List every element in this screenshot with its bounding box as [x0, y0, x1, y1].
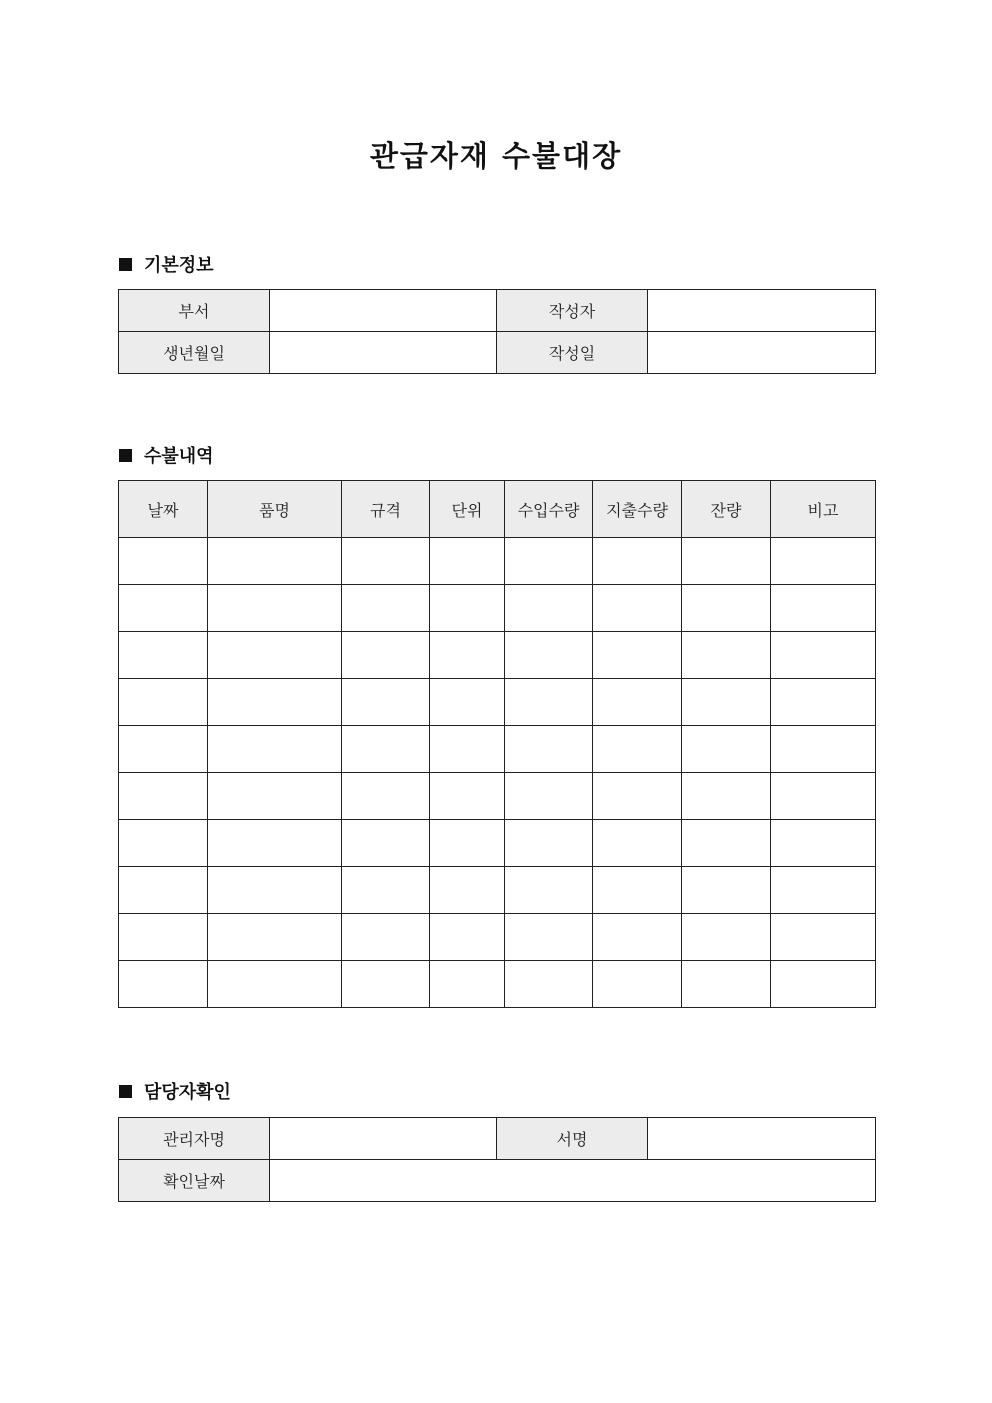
cell-issued-qty[interactable]	[593, 867, 682, 914]
cell-unit[interactable]	[430, 632, 505, 679]
column-header-date: 날짜	[119, 481, 208, 538]
cell-item-name[interactable]	[208, 914, 342, 961]
written-date-label: 작성일	[497, 332, 648, 374]
ledger-table	[118, 480, 876, 1008]
table-row	[119, 1118, 876, 1160]
cell-remaining[interactable]	[682, 632, 771, 679]
cell-remarks[interactable]	[771, 538, 876, 585]
cell-received-qty[interactable]	[505, 914, 593, 961]
square-bullet-icon	[119, 1085, 132, 1098]
cell-remaining[interactable]	[682, 585, 771, 632]
cell-issued-qty[interactable]	[593, 773, 682, 820]
cell-spec[interactable]	[342, 820, 430, 867]
cell-issued-qty[interactable]	[593, 632, 682, 679]
table-row	[119, 332, 876, 374]
table-row	[119, 585, 876, 632]
cell-date[interactable]	[119, 679, 208, 726]
cell-unit[interactable]	[430, 914, 505, 961]
cell-unit[interactable]	[430, 820, 505, 867]
cell-unit[interactable]	[430, 867, 505, 914]
cell-remaining[interactable]	[682, 914, 771, 961]
cell-unit[interactable]	[430, 538, 505, 585]
cell-item-name[interactable]	[208, 632, 342, 679]
department-field[interactable]	[270, 290, 497, 332]
cell-received-qty[interactable]	[505, 585, 593, 632]
cell-spec[interactable]	[342, 679, 430, 726]
section-heading-ledger	[119, 443, 214, 467]
cell-remarks[interactable]	[771, 632, 876, 679]
confirmation-table	[118, 1117, 876, 1202]
table-row	[119, 773, 876, 820]
birthdate-field[interactable]	[270, 332, 497, 374]
cell-item-name[interactable]	[208, 867, 342, 914]
cell-spec[interactable]	[342, 632, 430, 679]
table-row	[119, 726, 876, 773]
manager-name-field[interactable]	[270, 1118, 497, 1160]
cell-date[interactable]	[119, 538, 208, 585]
square-bullet-icon	[119, 449, 132, 462]
table-row	[119, 679, 876, 726]
column-header-spec: 규격	[342, 481, 430, 538]
cell-issued-qty[interactable]	[593, 820, 682, 867]
page-title: 관급자재 수불대장	[369, 139, 623, 173]
cell-unit[interactable]	[430, 585, 505, 632]
square-bullet-icon	[119, 258, 132, 271]
manager-name-label: 관리자명	[119, 1118, 270, 1160]
table-row	[119, 867, 876, 914]
department-label: 부서	[119, 290, 270, 332]
confirm-date-field[interactable]	[270, 1160, 876, 1202]
cell-remaining[interactable]	[682, 820, 771, 867]
author-field[interactable]	[648, 290, 876, 332]
cell-received-qty[interactable]	[505, 726, 593, 773]
cell-item-name[interactable]	[208, 820, 342, 867]
cell-remarks[interactable]	[771, 914, 876, 961]
cell-received-qty[interactable]	[505, 961, 593, 1008]
cell-issued-qty[interactable]	[593, 538, 682, 585]
cell-remarks[interactable]	[771, 585, 876, 632]
cell-spec[interactable]	[342, 585, 430, 632]
cell-remaining[interactable]	[682, 538, 771, 585]
section-heading-confirmation	[119, 1079, 231, 1103]
cell-date[interactable]	[119, 820, 208, 867]
table-row	[119, 1160, 876, 1202]
cell-received-qty[interactable]	[505, 820, 593, 867]
cell-spec[interactable]	[342, 538, 430, 585]
cell-date[interactable]	[119, 914, 208, 961]
cell-remarks[interactable]	[771, 773, 876, 820]
column-header-item-name: 품명	[208, 481, 342, 538]
cell-remarks[interactable]	[771, 820, 876, 867]
cell-date[interactable]	[119, 585, 208, 632]
cell-remaining[interactable]	[682, 961, 771, 1008]
ledger-header-row	[119, 481, 876, 538]
cell-date[interactable]	[119, 773, 208, 820]
section-heading-basic-info	[119, 252, 214, 276]
cell-unit[interactable]	[430, 773, 505, 820]
cell-item-name[interactable]	[208, 538, 342, 585]
column-header-remaining: 잔량	[682, 481, 771, 538]
cell-received-qty[interactable]	[505, 538, 593, 585]
column-header-unit: 단위	[430, 481, 505, 538]
cell-spec[interactable]	[342, 726, 430, 773]
birthdate-label: 생년월일	[119, 332, 270, 374]
cell-spec[interactable]	[342, 914, 430, 961]
cell-item-name[interactable]	[208, 679, 342, 726]
cell-received-qty[interactable]	[505, 773, 593, 820]
cell-spec[interactable]	[342, 867, 430, 914]
cell-remaining[interactable]	[682, 679, 771, 726]
cell-remarks[interactable]	[771, 961, 876, 1008]
cell-unit[interactable]	[430, 679, 505, 726]
cell-unit[interactable]	[430, 961, 505, 1008]
table-row	[119, 538, 876, 585]
cell-item-name[interactable]	[208, 961, 342, 1008]
cell-date[interactable]	[119, 726, 208, 773]
cell-remarks[interactable]	[771, 679, 876, 726]
signature-label: 서명	[497, 1118, 648, 1160]
cell-item-name[interactable]	[208, 585, 342, 632]
cell-spec[interactable]	[342, 961, 430, 1008]
column-header-received-qty: 수입수량	[505, 481, 593, 538]
cell-item-name[interactable]	[208, 773, 342, 820]
section-heading-label: 담당자확인	[144, 1082, 231, 1103]
table-row	[119, 961, 876, 1008]
cell-remaining[interactable]	[682, 726, 771, 773]
cell-issued-qty[interactable]	[593, 726, 682, 773]
column-header-issued-qty: 지출수량	[593, 481, 682, 538]
table-row	[119, 290, 876, 332]
section-heading-label: 수불내역	[144, 446, 214, 467]
cell-issued-qty[interactable]	[593, 585, 682, 632]
cell-received-qty[interactable]	[505, 632, 593, 679]
table-row	[119, 820, 876, 867]
signature-field[interactable]	[648, 1118, 876, 1160]
cell-remaining[interactable]	[682, 867, 771, 914]
cell-received-qty[interactable]	[505, 679, 593, 726]
cell-remarks[interactable]	[771, 726, 876, 773]
table-row	[119, 632, 876, 679]
cell-remarks[interactable]	[771, 867, 876, 914]
cell-date[interactable]	[119, 961, 208, 1008]
confirm-date-label: 확인날짜	[119, 1160, 270, 1202]
table-row	[119, 914, 876, 961]
cell-item-name[interactable]	[208, 726, 342, 773]
cell-spec[interactable]	[342, 773, 430, 820]
cell-issued-qty[interactable]	[593, 914, 682, 961]
cell-issued-qty[interactable]	[593, 679, 682, 726]
cell-received-qty[interactable]	[505, 867, 593, 914]
cell-date[interactable]	[119, 632, 208, 679]
basic-info-table	[118, 289, 876, 374]
author-label: 작성자	[497, 290, 648, 332]
written-date-field[interactable]	[648, 332, 876, 374]
column-header-remarks: 비고	[771, 481, 876, 538]
cell-date[interactable]	[119, 867, 208, 914]
cell-unit[interactable]	[430, 726, 505, 773]
cell-issued-qty[interactable]	[593, 961, 682, 1008]
section-heading-label: 기본정보	[144, 255, 214, 276]
cell-remaining[interactable]	[682, 773, 771, 820]
